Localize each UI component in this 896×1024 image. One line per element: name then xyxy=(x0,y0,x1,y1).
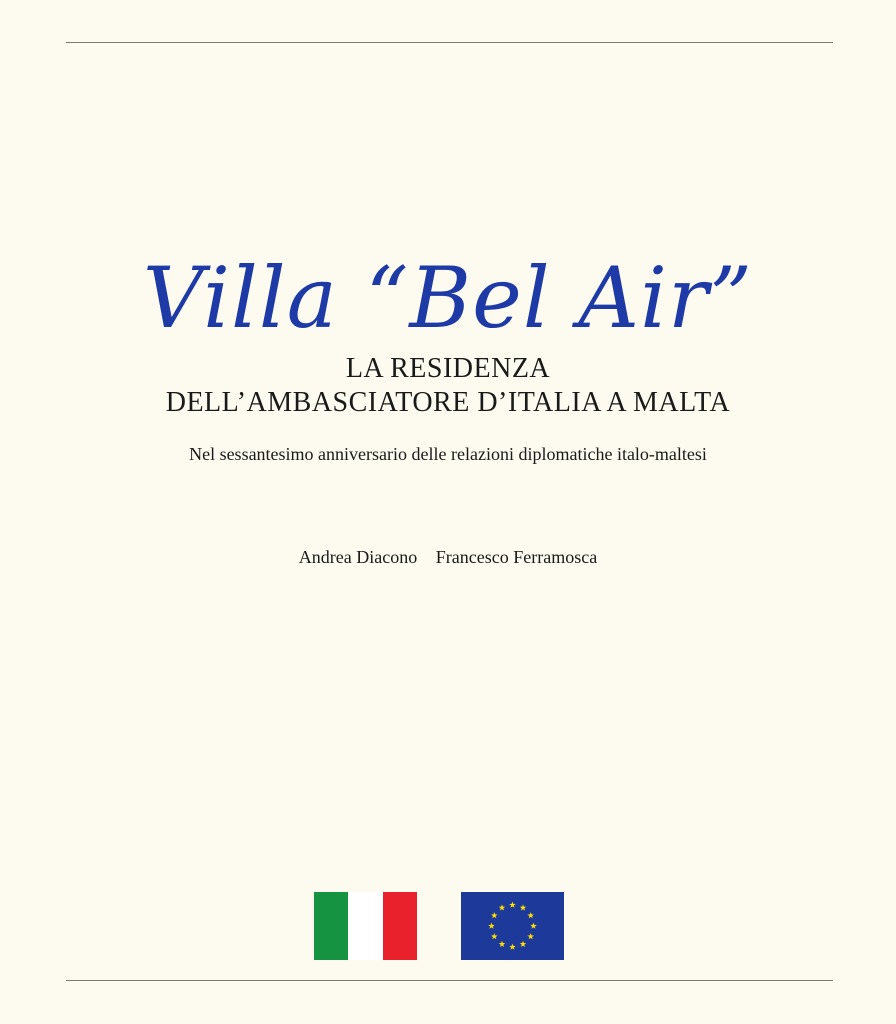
eu-flag xyxy=(461,892,564,960)
author-andrea-diacono: Andrea Diacono xyxy=(298,547,418,567)
title-line-residenza: LA RESIDENZA xyxy=(345,353,551,384)
italy-flag-green-band xyxy=(314,892,348,960)
top-rule xyxy=(66,42,833,43)
eu-star-icon xyxy=(509,944,515,950)
eu-star-icon xyxy=(488,923,494,929)
italy-flag xyxy=(314,892,417,960)
eu-star-icon xyxy=(499,941,505,947)
authors xyxy=(0,545,896,569)
eu-star-icon xyxy=(499,904,505,910)
eu-star-icon xyxy=(520,904,526,910)
author-francesco-ferramosca: Francesco Ferramosca xyxy=(435,547,598,567)
eu-star-icon xyxy=(509,902,515,908)
italy-flag-white-band xyxy=(348,892,382,960)
eu-star-icon xyxy=(491,933,497,939)
villa-bel-air-title: Villa “Bel Air” xyxy=(142,249,754,347)
title-line-ambasciatore: DELL’AMBASCIATORE D’ITALIA A MALTA xyxy=(165,387,731,418)
eu-star-icon xyxy=(527,912,533,918)
eu-star-icon xyxy=(527,933,533,939)
eu-star-icon xyxy=(520,941,526,947)
eu-stars-icon xyxy=(461,892,564,960)
bottom-rule xyxy=(66,980,833,981)
subtitle: Nel sessantesimo anniversario delle relazioni diplomatiche italo-maltesi xyxy=(189,444,707,464)
eu-star-icon xyxy=(491,912,497,918)
italy-flag-red-band xyxy=(383,892,417,960)
eu-star-icon xyxy=(530,923,536,929)
